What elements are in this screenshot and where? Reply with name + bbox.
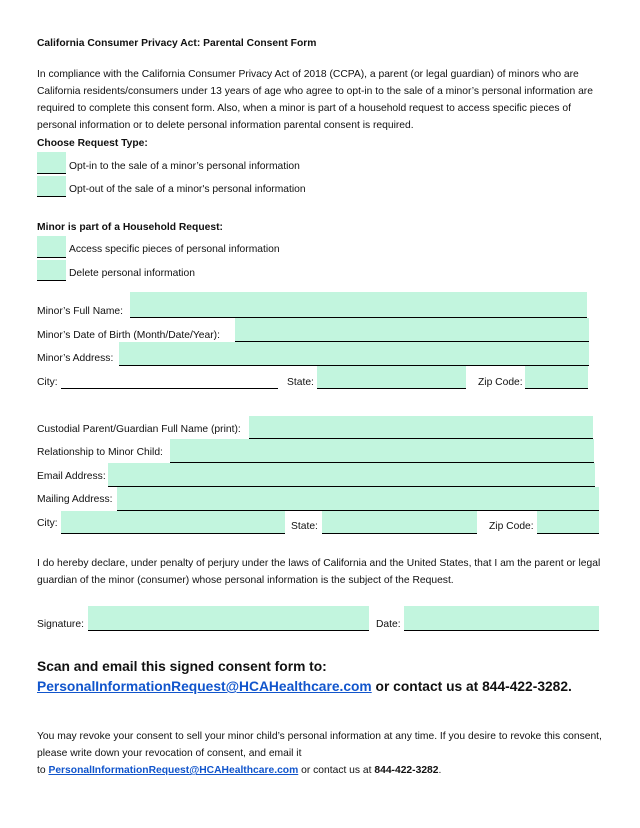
guardian-state-label: State: [291,521,318,532]
minor-state-underline [317,388,466,389]
revoke-mid: or contact us at [298,765,375,776]
delete-checkbox[interactable] [37,260,66,280]
email-field[interactable] [108,463,595,486]
minor-dob-label: Minor’s Date of Birth (Month/Date/Year): [37,330,220,341]
revoke-to: to [37,765,49,776]
household-heading: Minor is part of a Household Request: [37,222,223,233]
scan-contact-text: or contact us at 844-422-3282. [371,679,572,694]
declaration-paragraph: I do hereby declare, under penalty of perjury under the laws of California and the United States, that I am the parent or legal guardian of the minor (consumer) whose personal information is the subject of the Request. [37,558,601,586]
date-label: Date: [376,619,401,630]
guardian-zip-label: Zip Code: [489,521,534,532]
revoke-phone: 844-422-3282 [374,765,439,776]
revoke-paragraph [37,728,603,779]
scan-email-link[interactable]: PersonalInformationRequest@HCAHealthcare.com [37,679,372,694]
date-underline [404,630,599,631]
guardian-zip-field[interactable] [537,511,599,533]
guardian-name-field[interactable] [249,416,593,438]
relationship-label: Relationship to Minor Child: [37,447,163,458]
opt-out-label: Opt-out of the sale of a minor's personal information [69,184,306,195]
request-type-heading: Choose Request Type: [37,138,148,149]
form-title: California Consumer Privacy Act: Parental Consent Form [37,38,317,49]
signature-underline [88,630,369,631]
minor-zip-label: Zip Code: [478,377,523,388]
signature-label: Signature: [37,619,84,630]
delete-underline [37,280,66,281]
delete-label: Delete personal information [69,268,195,279]
opt-in-underline [37,173,66,174]
mailing-address-field[interactable] [117,487,599,510]
guardian-zip-underline [537,533,599,534]
guardian-state-underline [322,533,477,534]
signature-field[interactable] [88,606,369,630]
opt-in-checkbox[interactable] [37,152,66,173]
revoke-email-link[interactable]: PersonalInformationRequest@HCAHealthcare.com [48,765,299,776]
guardian-name-label: Custodial Parent/Guardian Full Name (print): [37,424,241,435]
minor-state-field[interactable] [317,366,466,388]
mailing-address-label: Mailing Address: [37,494,113,505]
minor-city-underline[interactable] [61,388,278,389]
minor-name-field[interactable] [130,292,587,317]
minor-name-label: Minor’s Full Name: [37,306,124,317]
minor-zip-field[interactable] [525,366,588,388]
minor-address-label: Minor’s Address: [37,353,114,364]
access-label: Access specific pieces of personal information [69,244,280,255]
minor-dob-field[interactable] [235,318,589,341]
minor-address-field[interactable] [119,342,589,365]
revoke-text: You may revoke your consent to sell your minor child’s personal information at any time. If you desire to revoke this consent, please write down your revocation of consent, and email it [37,731,602,759]
relationship-field[interactable] [170,439,594,462]
date-field[interactable] [404,606,599,630]
email-label: Email Address: [37,471,106,482]
access-underline [37,257,66,258]
guardian-city-underline [61,533,285,534]
guardian-city-label: City: [37,518,58,529]
guardian-city-field[interactable] [61,511,285,533]
revoke-end: . [438,765,442,776]
intro-paragraph: In compliance with the California Consumer Privacy Act of 2018 (CCPA), a parent (or legal guardian) of minors who are California residents/consumers under 13 years of age who agree to opt-in to the sale of a minor’s personal information are required to complete this consent form. Also, when a minor is part of a household request to access specific pieces of personal information or to delete personal information parental consent is required. [37,69,593,131]
opt-in-label: Opt-in to the sale of a minor’s personal information [69,161,300,172]
scan-contact-line [37,677,572,697]
minor-zip-underline [525,388,588,389]
minor-state-label: State: [287,377,314,388]
guardian-state-field[interactable] [322,511,477,533]
minor-city-label: City: [37,377,58,388]
opt-out-underline [37,196,66,197]
opt-out-checkbox[interactable] [37,176,66,196]
access-checkbox[interactable] [37,236,66,257]
scan-instruction: Scan and email this signed consent form to: [37,659,327,674]
